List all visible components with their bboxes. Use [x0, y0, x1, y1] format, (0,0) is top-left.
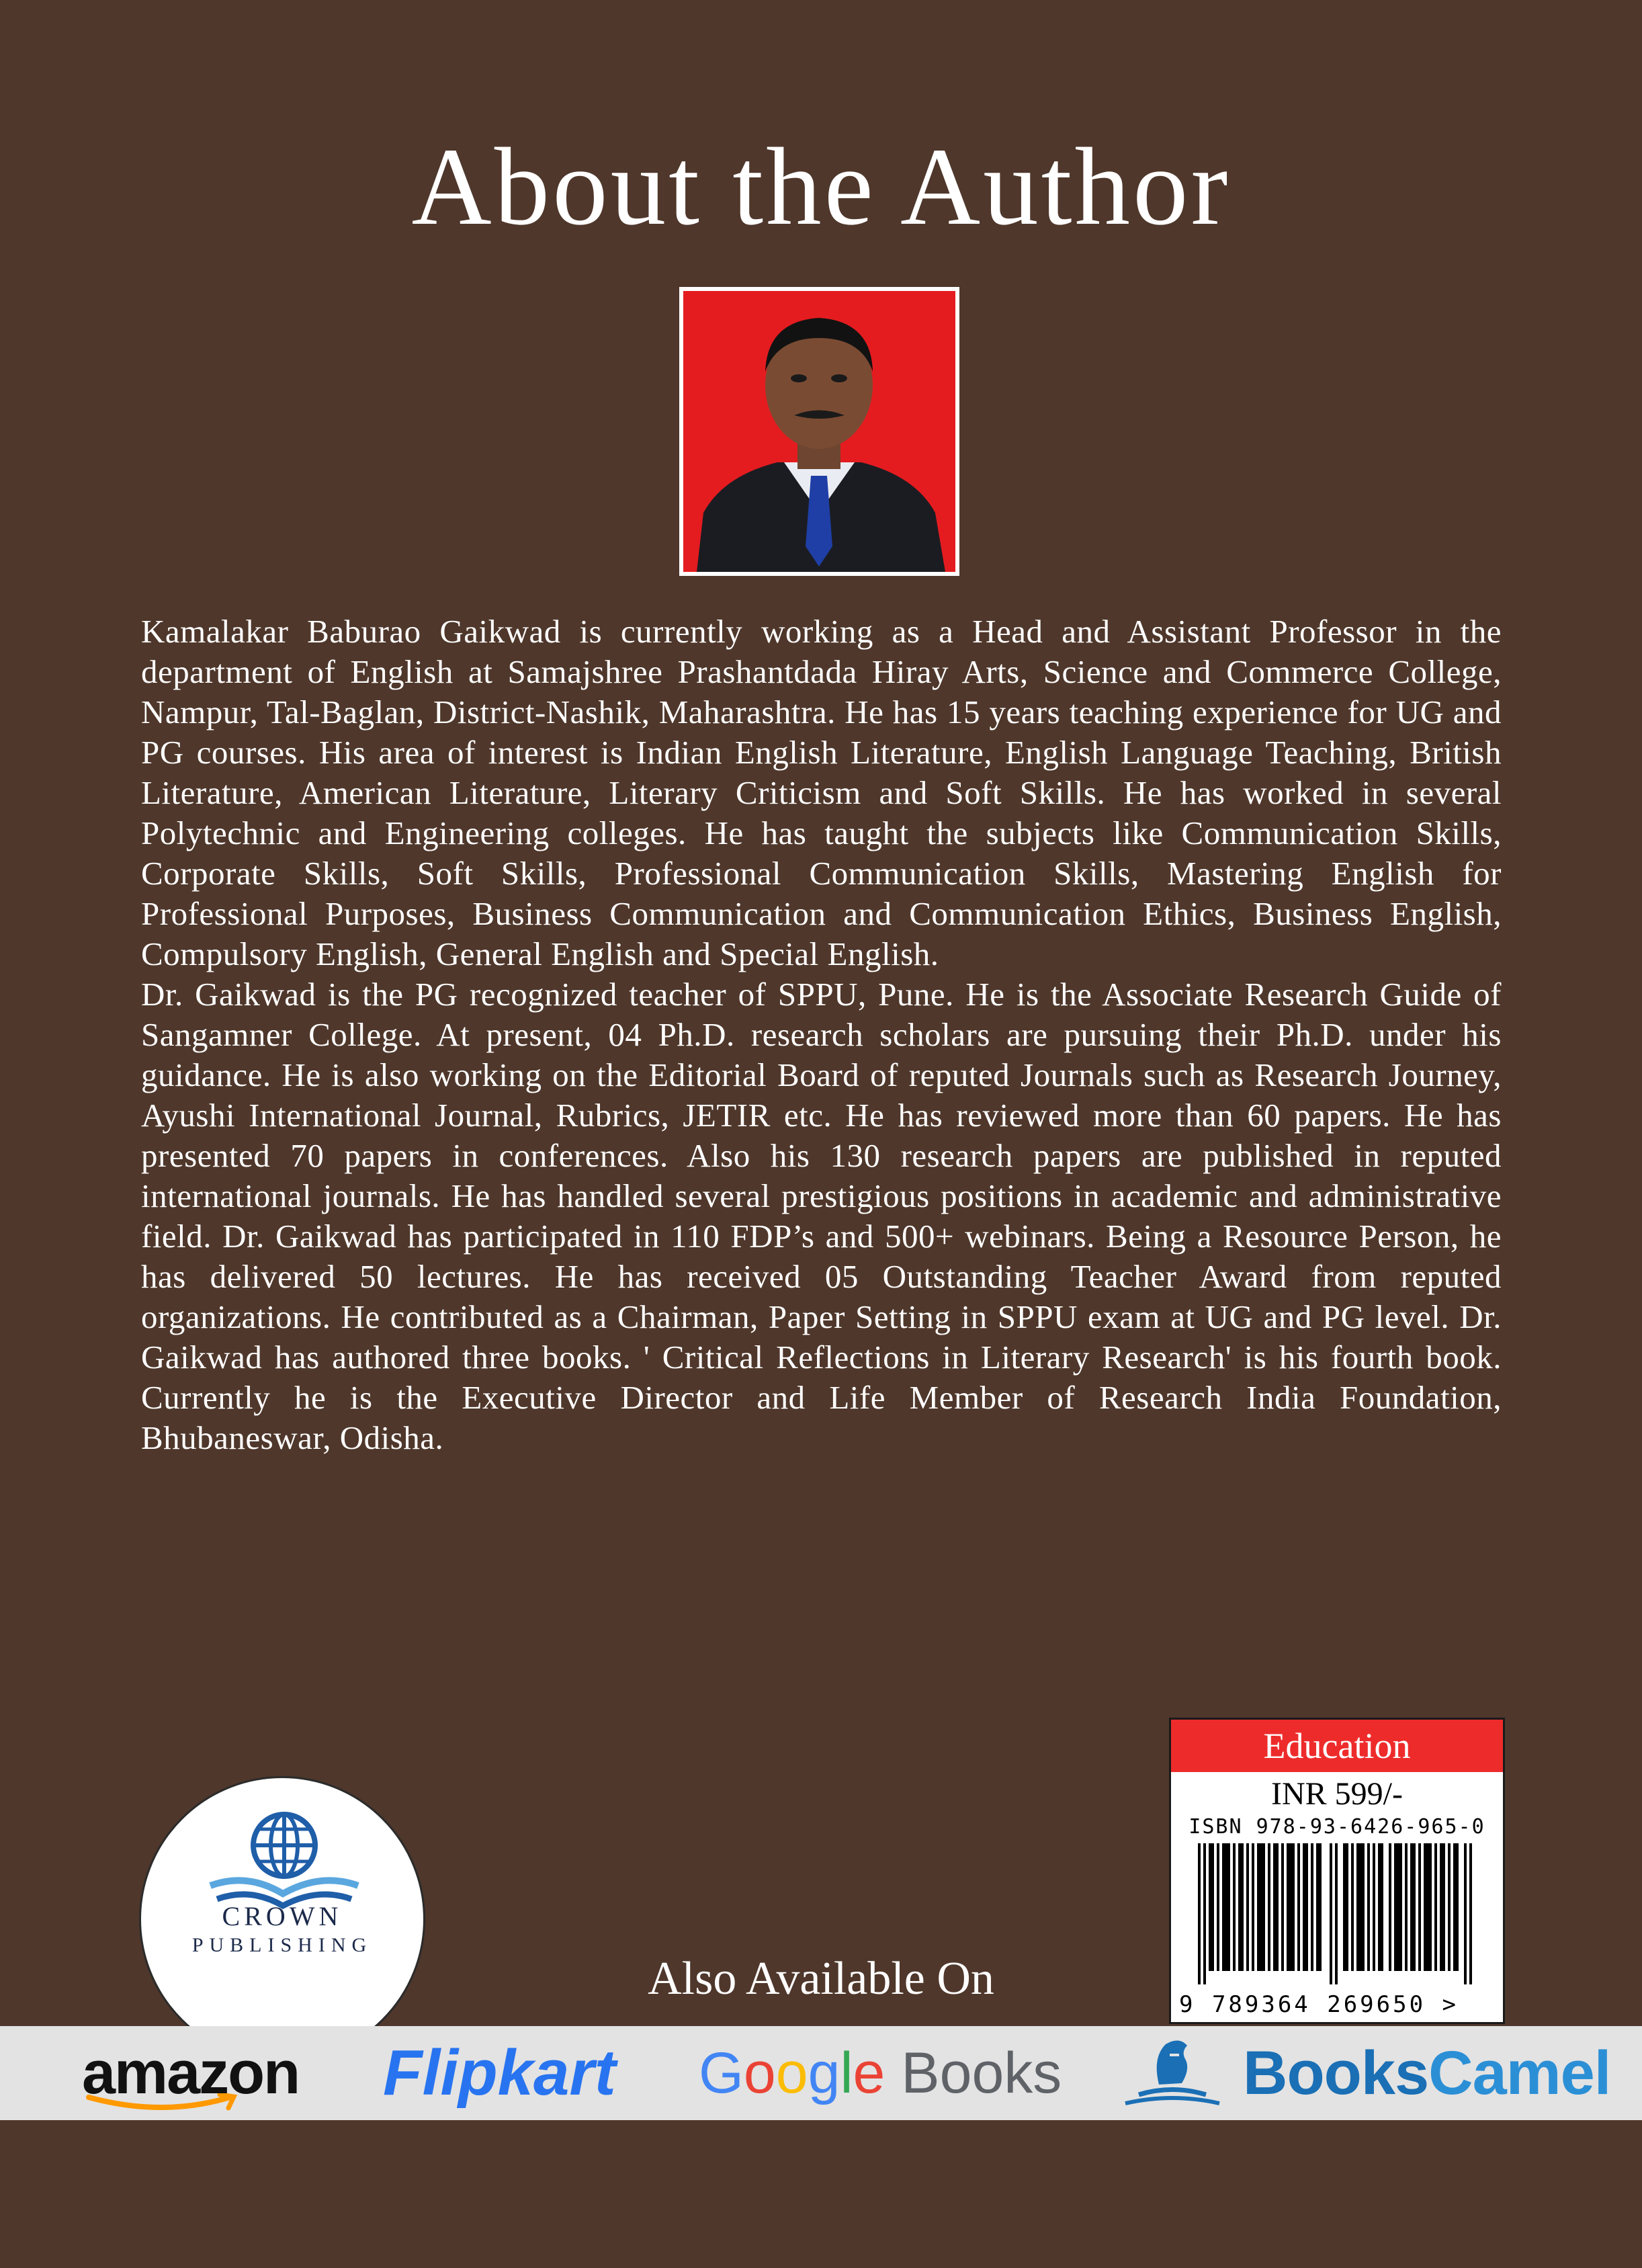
barcode-digits: 9 789364 269650 > [1179, 1992, 1495, 2017]
bookscamel-camel-icon [1112, 2031, 1233, 2111]
also-available-label: Also Available On [648, 1953, 994, 2005]
flipkart-logo: Flipkart [383, 2037, 616, 2109]
barcode-icon [1198, 1843, 1480, 1984]
google-letter-l: l [840, 2041, 853, 2105]
author-photo [679, 287, 959, 576]
price-barcode-box [1169, 1718, 1505, 2024]
amazon-smile-icon [82, 2093, 243, 2113]
google-books-logo [699, 2026, 1062, 2120]
google-books-word: Books [885, 2041, 1062, 2105]
bio-paragraph-1: Kamalakar Baburao Gaikwad is currently working as a Head and Assistant Professor in the department of English at Samajshree Prashantdada Hiray Arts, Science and Commerce College, Nampur, Tal-Baglan, District-Nashik, Maharashtra. He has 15 years teaching experience for UG and PG courses. His area of interest is Indian English Literature, English Language Teaching, British Literature, American Literature, Literary Criticism and Soft Skills. He has worked in several Polytechnic and Engineering colleges. He has taught the subjects like Communication Skills, Corporate Skills, Soft Skills, Professional Communication Skills, Mastering English for Professional Purposes, Business Communication and Communication Ethics, Business English, Compulsory English, General English and Special English. [141, 613, 1502, 972]
google-letter-g2: g [808, 2041, 840, 2105]
bookscamel-books-word: Books [1243, 2039, 1429, 2107]
page-title: About the Author [411, 125, 1231, 248]
publisher-logo [139, 1776, 425, 2062]
bookscamel-logo [1243, 2026, 1610, 2120]
price-label: INR 599/- [1271, 1776, 1403, 1812]
bio-paragraph-2: Dr. Gaikwad is the PG recognized teacher of SPPU, Pune. He is the Associate Research Guide of Sangamner College. At present, 04 Ph.D. research scholars are pursuing their Ph.D. under his guidance. He is also working on the Editorial Board of reputed Journals such as Research Journey, Ayushi International Journal, Rubrics, JETIR etc. He has reviewed more than 60 papers. He has presented 70 papers in conferences. Also his 130 research papers are published in reputed international journals. He has handled several prestigious positions in academic and administrative field. Dr. Gaikwad has participated in 110 FDP’s and 500+ webinars. Being a Resource Person, he has delivered 50 lectures. He has received 05 Outstanding Teacher Award from reputed organizations. He contributed as a Chairman, Paper Setting in SPPU exam at UG and PG level. Dr. Gaikwad has authored three books. ' Critical Reflections in Literary Research' is his fourth book. Currently he is the Executive Director and Life Member of Research India Foundation, Bhubaneswar, Odisha. [141, 976, 1502, 1456]
amazon-logo: amazon [82, 2040, 300, 2107]
stores-band [0, 2026, 1642, 2120]
category-label: Education [1171, 1720, 1503, 1772]
google-letter-o1: o [743, 2041, 776, 2105]
publisher-subtitle: PUBLISHING [191, 1934, 373, 1956]
publisher-name: CROWN [222, 1901, 343, 1931]
author-portrait-icon [683, 291, 955, 572]
google-letter-e: e [853, 2041, 885, 2105]
google-letter-g: G [699, 2041, 744, 2105]
bookscamel-camel-word: Camel [1428, 2039, 1611, 2107]
author-biography [141, 612, 1502, 1458]
google-letter-o2: o [775, 2041, 808, 2105]
isbn-label: ISBN 978-93-6426-965-0 [1189, 1815, 1485, 1839]
